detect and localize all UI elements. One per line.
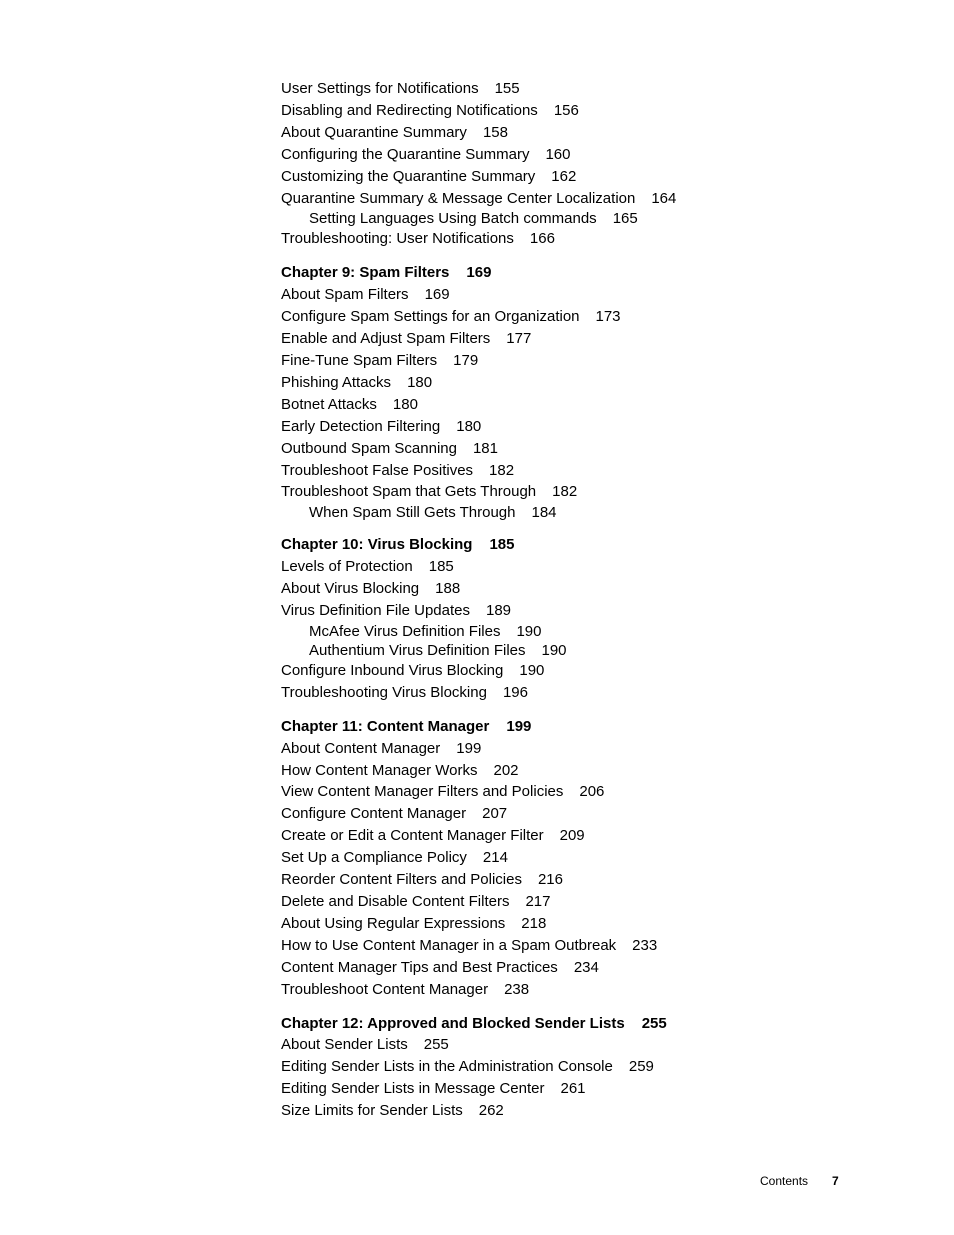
toc-entry[interactable]: [281, 913, 881, 935]
toc-page-number: 166: [529, 230, 555, 248]
toc-entry[interactable]: [281, 556, 881, 578]
toc-entry[interactable]: [281, 328, 881, 350]
toc-page-number: 189: [485, 602, 512, 620]
toc-page-number: 184: [531, 504, 557, 522]
toc-entry[interactable]: [281, 188, 881, 210]
toc-entry-title: McAfee Virus Definition Files: [309, 622, 501, 640]
toc-entry[interactable]: [281, 122, 881, 144]
toc-subentry[interactable]: [281, 503, 881, 522]
toc-entry[interactable]: [281, 600, 881, 622]
toc-page-number: 165: [612, 210, 638, 228]
toc-entry[interactable]: [281, 738, 881, 760]
toc-chapter-heading[interactable]: [281, 262, 881, 284]
toc-entry-title: Troubleshooting Virus Blocking: [281, 683, 487, 701]
toc-chapter-heading[interactable]: [281, 534, 881, 556]
toc-entry-title: Chapter 11: Content Manager: [281, 717, 490, 735]
toc-page-number: 261: [560, 1080, 586, 1098]
toc-page-number: 209: [559, 827, 585, 845]
toc-entry[interactable]: [281, 660, 881, 682]
toc-page-number: 199: [456, 739, 482, 757]
toc-page-number: 190: [519, 661, 545, 679]
toc-entry[interactable]: [281, 166, 881, 188]
toc-page-number: 262: [478, 1102, 504, 1120]
toc-entry-title: Chapter 10: Virus Blocking: [281, 536, 473, 554]
toc-entry-title: Virus Definition File Updates: [281, 602, 470, 620]
toc-entry-title: Reorder Content Filters and Policies: [281, 871, 522, 889]
toc-entry[interactable]: [281, 78, 881, 100]
toc-entry-title: About Spam Filters: [281, 286, 409, 304]
toc-entry-title: Levels of Protection: [281, 558, 413, 576]
toc-entry-title: Troubleshoot Content Manager: [281, 980, 489, 998]
toc-page-number: 173: [595, 308, 621, 326]
toc-entry-title: Early Detection Filtering: [281, 417, 441, 435]
page-footer: [760, 1174, 839, 1189]
toc-subentry[interactable]: [281, 209, 881, 228]
toc-entry-title: Outbound Spam Scanning: [281, 439, 457, 457]
toc-entry-title: Customizing the Quarantine Summary: [281, 167, 536, 185]
toc-entry-title: User Settings for Notifications: [281, 80, 479, 97]
toc-entry-title: Configure Content Manager: [281, 805, 467, 823]
toc-page-number: 202: [493, 761, 519, 779]
toc-chapter-heading[interactable]: [281, 716, 881, 738]
toc-entry[interactable]: [281, 284, 881, 306]
toc-entry-title: View Content Manager Filters and Policies: [281, 783, 564, 801]
toc-entry[interactable]: [281, 481, 881, 503]
toc-page-number: 181: [472, 439, 498, 457]
toc-entry-title: Delete and Disable Content Filters: [281, 893, 510, 910]
toc-entry-title: About Sender Lists: [281, 1036, 408, 1054]
toc-entry-title: Botnet Attacks: [281, 395, 377, 413]
toc-page-number: 182: [489, 461, 515, 479]
toc-entry[interactable]: [281, 1034, 881, 1056]
toc-entry-title: About Virus Blocking: [281, 580, 420, 598]
toc-entry-title: Editing Sender Lists in the Administration Console: [281, 1058, 613, 1076]
toc-entry-title: Configuring the Quarantine Summary: [281, 145, 530, 163]
toc-entry[interactable]: [281, 682, 881, 704]
toc-entry-title: When Spam Still Gets Through: [309, 504, 516, 522]
toc-page-number: 234: [573, 958, 599, 976]
toc-entry-title: Troubleshooting: User Notifications: [281, 230, 514, 248]
toc-page-number: 218: [521, 914, 547, 932]
toc-page-number: 207: [482, 805, 508, 823]
toc-entry[interactable]: [281, 228, 881, 250]
toc-entry-title: About Content Manager: [281, 739, 441, 757]
toc-entry[interactable]: [281, 438, 881, 460]
toc-entry[interactable]: [281, 372, 881, 394]
toc-chapter-heading[interactable]: [281, 1013, 881, 1035]
toc-page-number: 216: [537, 871, 563, 889]
toc-entry[interactable]: [281, 1078, 881, 1100]
toc-page-number: 185: [489, 536, 515, 554]
toc-entry[interactable]: [281, 891, 881, 913]
toc-entry-title: Disabling and Redirecting Notifications: [281, 101, 538, 119]
toc-entry-title: Quarantine Summary & Message Center Localization: [281, 189, 636, 207]
toc-page-number: 177: [506, 330, 532, 348]
toc-page-number: 162: [551, 167, 577, 185]
toc-entry-title: Authentium Virus Definition Files: [309, 641, 526, 659]
toc-entry-title: How Content Manager Works: [281, 761, 478, 779]
toc-entry-title: Setting Languages Using Batch commands: [309, 210, 597, 228]
toc-entry-title: Configure Inbound Virus Blocking: [281, 661, 504, 679]
toc-entry[interactable]: [281, 578, 881, 600]
toc-page-number: 259: [628, 1058, 654, 1076]
toc-page-number: 180: [456, 417, 482, 435]
toc-entry-title: Content Manager Tips and Best Practices: [281, 958, 558, 976]
toc-entry-title: Set Up a Compliance Policy: [281, 849, 467, 867]
toc-page-number: 233: [632, 936, 658, 954]
toc-entry[interactable]: [281, 144, 881, 166]
toc-entry[interactable]: [281, 760, 881, 782]
toc-entry[interactable]: [281, 100, 881, 122]
toc-entry-title: Configure Spam Settings for an Organization: [281, 308, 580, 326]
toc-page-number: 155: [494, 80, 520, 97]
toc-page-number: 169: [424, 286, 450, 304]
toc-entry[interactable]: [281, 394, 881, 416]
toc-page-number: 255: [423, 1036, 449, 1054]
toc-page-number: 180: [407, 373, 433, 391]
toc-entry[interactable]: [281, 847, 881, 869]
toc-subentry[interactable]: [281, 622, 881, 641]
toc-page-number: 164: [651, 189, 677, 207]
toc-page-number: 180: [392, 395, 418, 413]
toc-page-number: 158: [482, 123, 508, 141]
toc-entry[interactable]: [281, 306, 881, 328]
toc-page-number: 160: [545, 145, 571, 163]
toc-entry-title: Fine-Tune Spam Filters: [281, 351, 438, 369]
toc-entry[interactable]: [281, 1056, 881, 1078]
toc-page-number: 179: [453, 351, 479, 369]
toc-page-number: 196: [502, 683, 528, 701]
toc-page-number: 255: [641, 1014, 667, 1032]
toc-entry[interactable]: [281, 781, 881, 803]
toc-entry[interactable]: [281, 416, 881, 438]
toc-entry-title: Troubleshoot Spam that Gets Through: [281, 483, 537, 501]
table-of-contents: [281, 78, 881, 1122]
toc-entry-title: Phishing Attacks: [281, 373, 392, 391]
toc-entry[interactable]: [281, 1100, 881, 1122]
toc-entry-title: Chapter 9: Spam Filters: [281, 264, 450, 282]
toc-entry[interactable]: [281, 979, 881, 1001]
toc-page-number: 238: [504, 980, 530, 998]
toc-entry[interactable]: [281, 935, 881, 957]
toc-page-number: 182: [552, 483, 578, 501]
toc-page-number: 199: [506, 717, 532, 735]
toc-entry-title: Enable and Adjust Spam Filters: [281, 330, 491, 348]
toc-page-number: 190: [541, 641, 567, 659]
toc-page-number: 169: [466, 264, 492, 282]
toc-entry[interactable]: [281, 350, 881, 372]
toc-entry-title: Troubleshoot False Positives: [281, 461, 474, 479]
toc-entry-title: Chapter 12: Approved and Blocked Sender Lists: [281, 1014, 625, 1032]
toc-entry-title: Size Limits for Sender Lists: [281, 1102, 463, 1120]
toc-page-number: 156: [553, 101, 579, 119]
toc-entry-title: Create or Edit a Content Manager Filter: [281, 827, 544, 845]
toc-entry[interactable]: [281, 957, 881, 979]
toc-entry[interactable]: [281, 803, 881, 825]
toc-page-number: 190: [516, 622, 542, 640]
toc-entry[interactable]: [281, 825, 881, 847]
footer-section-label: Contents: [760, 1174, 809, 1188]
footer-page-number: 7: [832, 1174, 839, 1188]
toc-entry[interactable]: [281, 460, 881, 482]
toc-page-number: 217: [525, 893, 551, 910]
toc-entry-title: About Quarantine Summary: [281, 123, 467, 141]
toc-entry[interactable]: [281, 869, 881, 891]
toc-page-number: 206: [579, 783, 605, 801]
toc-page-number: 214: [482, 849, 508, 867]
toc-entry-title: Editing Sender Lists in Message Center: [281, 1080, 545, 1098]
toc-entry-title: About Using Regular Expressions: [281, 914, 506, 932]
toc-page-number: 188: [435, 580, 461, 598]
toc-subentry[interactable]: [281, 641, 881, 660]
toc-entry-title: How to Use Content Manager in a Spam Outbreak: [281, 936, 617, 954]
toc-page-number: 185: [428, 558, 454, 576]
